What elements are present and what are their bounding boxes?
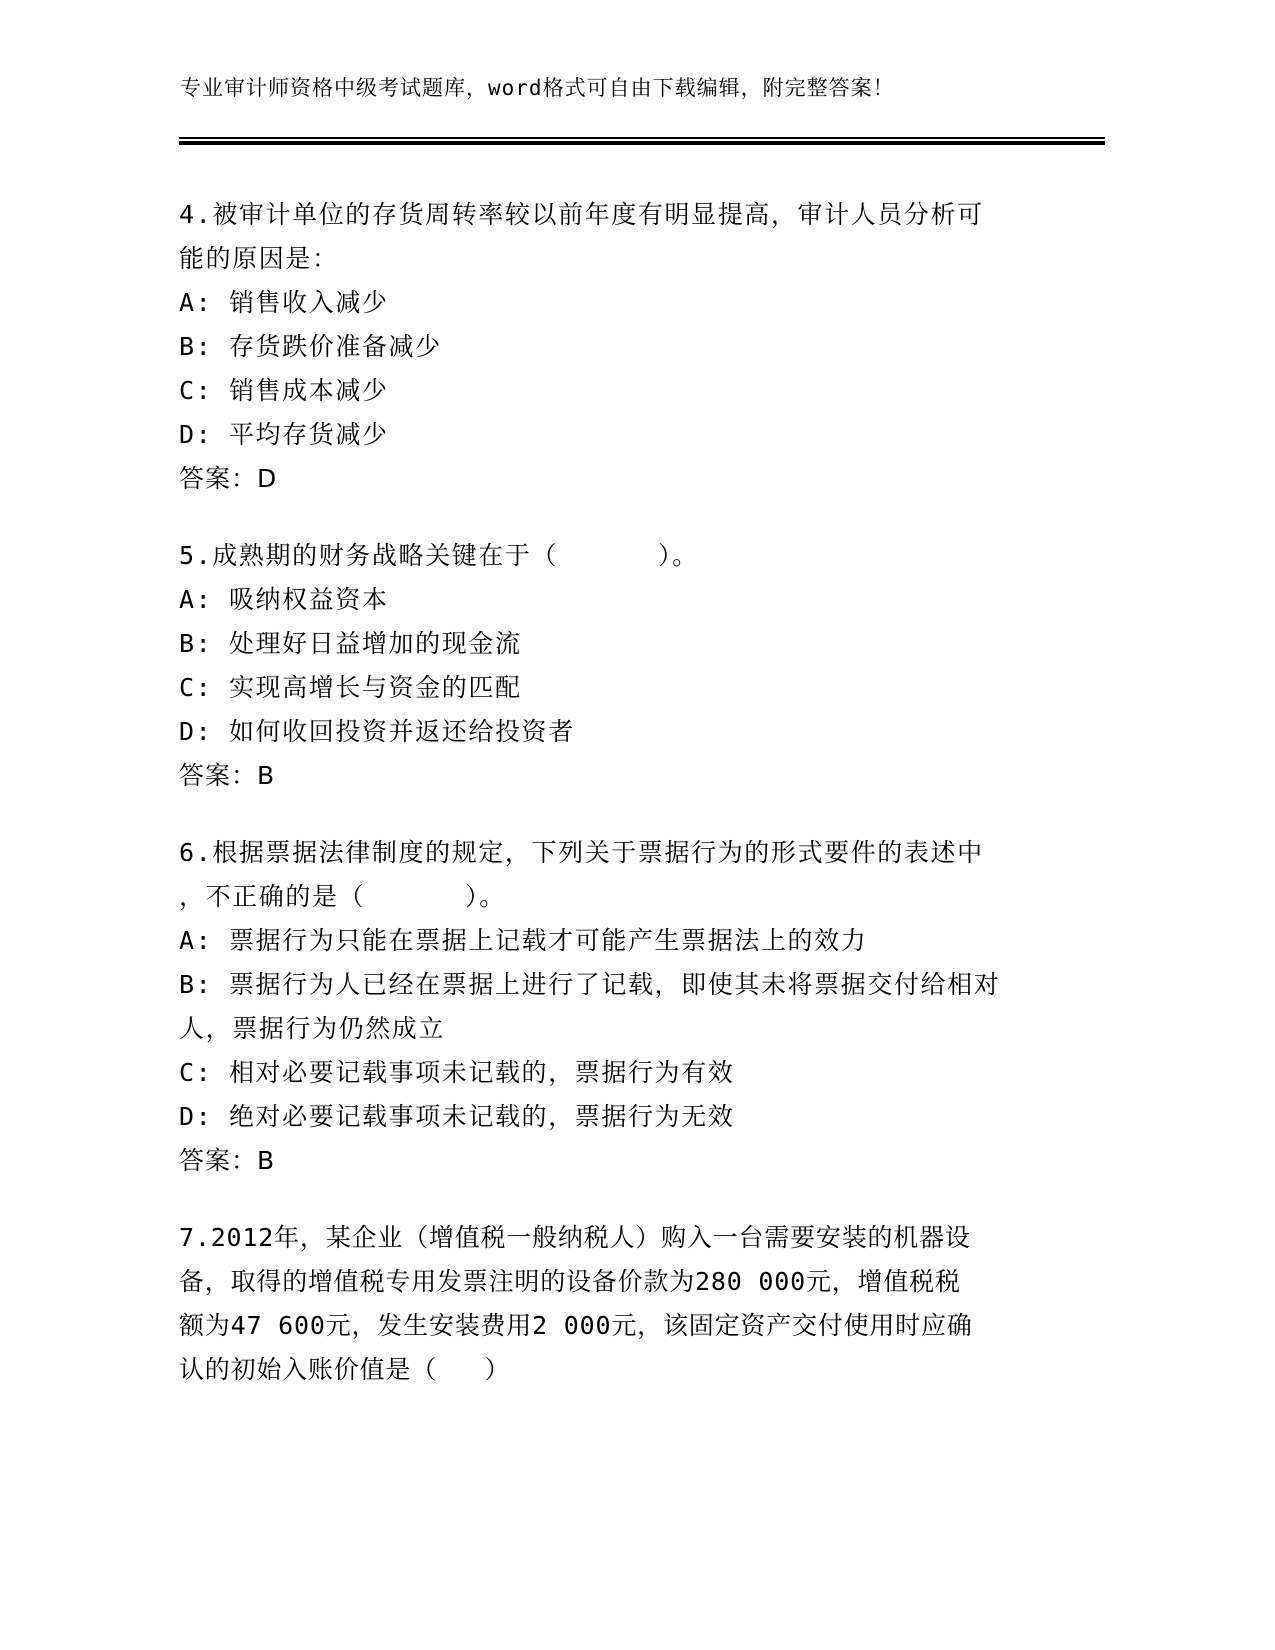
option-b: B: 票据行为人已经在票据上进行了记载，即使其未将票据交付给相对 [179,970,1001,999]
answer: 答案：B [179,761,276,790]
question-stem: 7.2012年，某企业（增值税一般纳税人）购入一台需要安装的机器设 [179,1223,971,1252]
question-6 [179,831,1039,1183]
option-b: B: 处理好日益增加的现金流 [179,629,522,658]
option-a: A: 吸纳权益资本 [179,585,389,614]
option-c: C: 销售成本减少 [179,376,389,405]
option-c: C: 实现高增长与资金的匹配 [179,673,522,702]
question-stem: 4.被审计单位的存货周转率较以前年度有明显提高，审计人员分析可 [179,200,984,229]
question-stem: 备，取得的增值税专用发票注明的设备价款为280 000元，增值税税 [179,1267,961,1296]
option-a: A: 票据行为只能在票据上记载才可能产生票据法上的效力 [179,926,868,955]
header-divider-thin [179,137,1105,139]
option-d: D: 绝对必要记载事项未记载的，票据行为无效 [179,1102,735,1131]
option-b-continued: 人，票据行为仍然成立 [179,1014,446,1043]
answer: 答案：D [179,464,278,493]
option-b: B: 存货跌价准备减少 [179,332,442,361]
question-stem: 额为47 600元，发生安装费用2 000元，该固定资产交付使用时应确 [179,1311,973,1340]
question-stem: ，不正确的是（ ）。 [179,882,506,911]
question-5 [179,534,1039,798]
question-stem: 6.根据票据法律制度的规定，下列关于票据行为的形式要件的表述中 [179,838,984,867]
question-list [179,193,1039,1425]
question-stem: 能的原因是： [179,244,339,273]
option-c: C: 相对必要记载事项未记载的，票据行为有效 [179,1058,735,1087]
answer: 答案：B [179,1146,276,1175]
question-7 [179,1216,1039,1392]
header-divider-thick [179,141,1105,145]
option-d: D: 如何收回投资并返还给投资者 [179,717,575,746]
question-stem: 认的初始入账价值是（ ） [179,1355,511,1384]
question-stem: 5.成熟期的财务战略关键在于（ ）。 [179,541,699,570]
page-header: 专业审计师资格中级考试题库，word格式可自由下载编辑，附完整答案！ [180,76,895,100]
question-4 [179,193,1039,501]
option-a: A: 销售收入减少 [179,288,389,317]
option-d: D: 平均存货减少 [179,420,389,449]
